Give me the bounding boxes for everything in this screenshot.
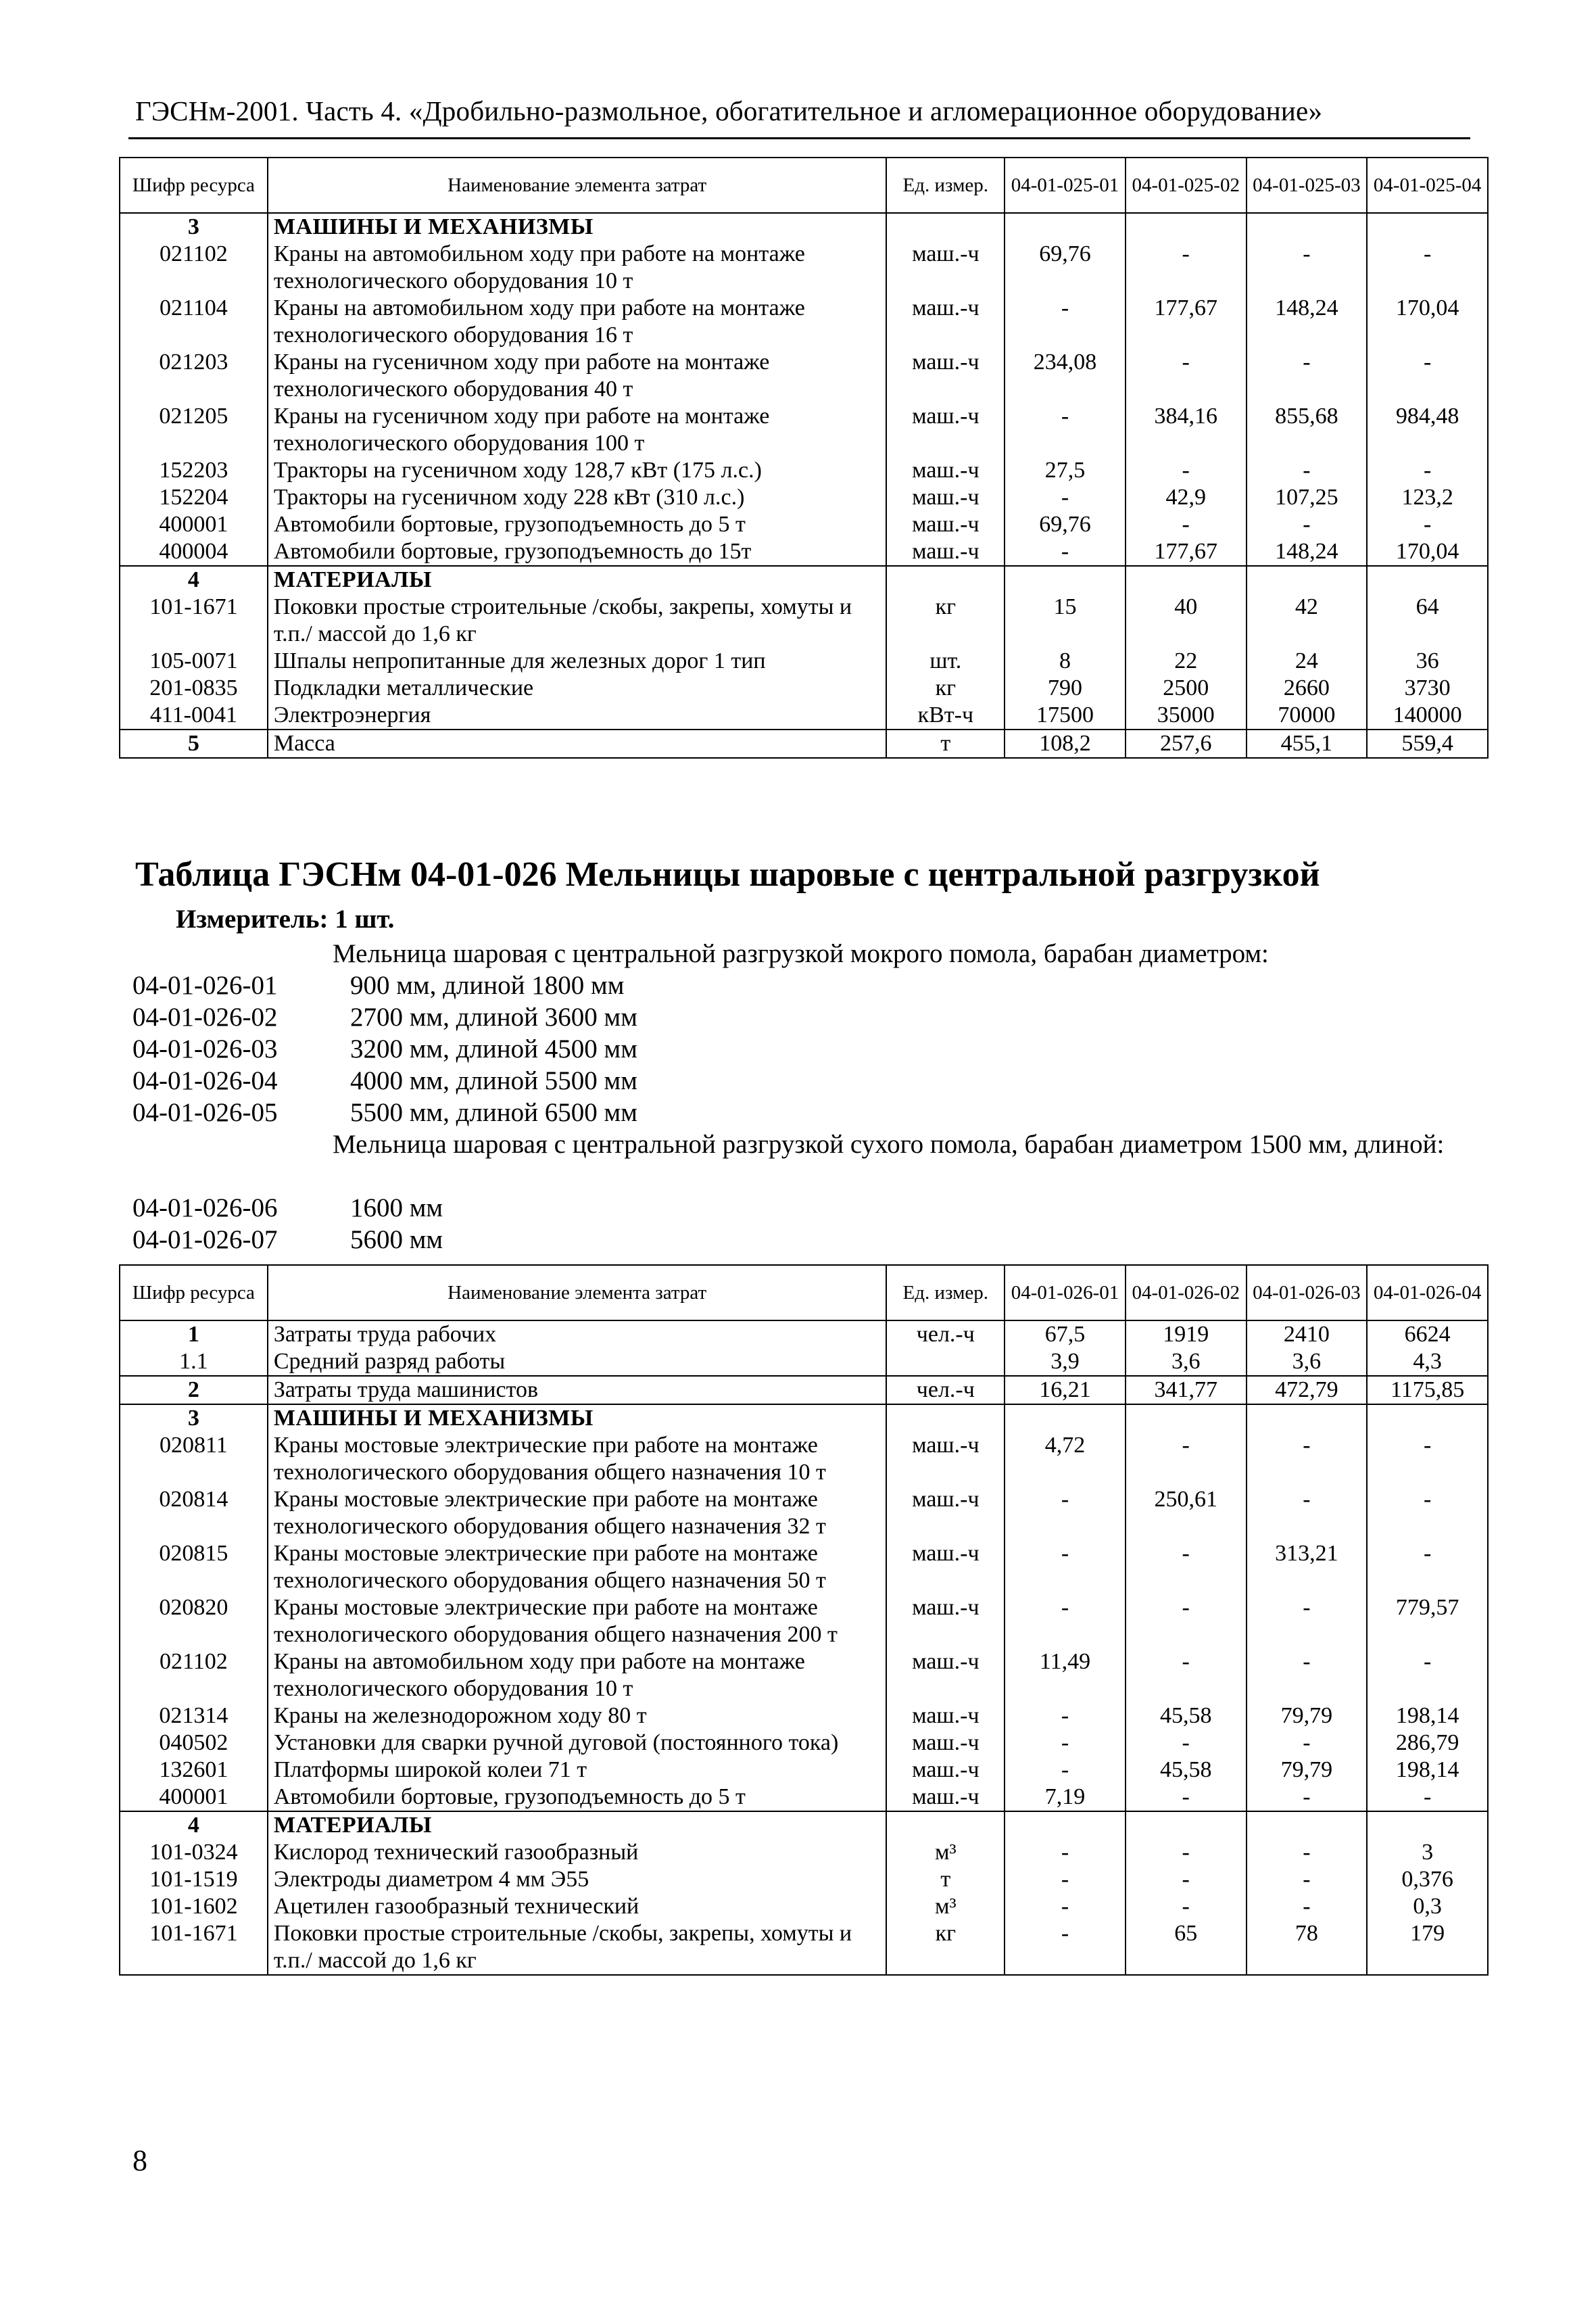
resource-name: Краны на автомобильном ходу при работе на монтаже технологического оборудования 10 т	[268, 241, 887, 295]
resource-name: Установки для сварки ручной дуговой (постоянного тока)	[268, 1729, 887, 1757]
table-row	[120, 594, 1488, 648]
column-header: 04-01-026-01	[1005, 1265, 1126, 1320]
column-header: 04-01-026-02	[1126, 1265, 1247, 1320]
table-row	[120, 1839, 1488, 1866]
resource-code: 400004	[120, 538, 268, 566]
resource-value: -	[1247, 1893, 1368, 1920]
resource-code: 152203	[120, 457, 268, 484]
table-header-row	[120, 1265, 1488, 1320]
table-row	[120, 295, 1488, 349]
resource-name: Электроэнергия	[268, 702, 887, 730]
resource-value: -	[1005, 484, 1126, 511]
resource-value: -	[1005, 295, 1126, 349]
resource-value: -	[1367, 1784, 1488, 1811]
section-code: 2	[120, 1376, 268, 1404]
resource-name: Платформы широкой колеи 71 т	[268, 1757, 887, 1784]
table-row	[120, 1648, 1488, 1702]
table-title: Таблица ГЭСНм 04-01-026 Мельницы шаровые с центральной разгрузкой	[135, 855, 1320, 894]
resource-value: 4,72	[1005, 1432, 1126, 1486]
resource-value: 234,08	[1005, 349, 1126, 403]
table-row	[120, 457, 1488, 484]
resource-unit: маш.-ч	[886, 349, 1005, 403]
resource-code: 101-1671	[120, 1920, 268, 1975]
table-row	[120, 1920, 1488, 1975]
resource-value: 790	[1005, 675, 1126, 702]
column-header: 04-01-025-02	[1126, 158, 1247, 213]
resource-value: -	[1126, 1594, 1247, 1648]
resource-value: 177,67	[1126, 295, 1247, 349]
resource-value: 67,5	[1005, 1320, 1126, 1348]
resource-value: -	[1367, 1486, 1488, 1540]
resource-unit: маш.-ч	[886, 1648, 1005, 1702]
resource-value: -	[1126, 241, 1247, 295]
resource-value: -	[1005, 1702, 1126, 1729]
resource-value: -	[1247, 511, 1368, 538]
description-wet: Мельница шаровая с центральной разгрузкой мокрого помола, барабан диаметром:	[333, 939, 1269, 968]
resource-unit: чел.-ч	[886, 1320, 1005, 1348]
resource-name: Краны мостовые электрические при работе на монтаже технологического оборудования общего назначения 10 т	[268, 1432, 887, 1486]
resource-value: 107,25	[1247, 484, 1368, 511]
column-header: 04-01-025-01	[1005, 158, 1126, 213]
resource-value: 17500	[1005, 702, 1126, 730]
table-row	[120, 511, 1488, 538]
resource-value: 4,3	[1367, 1348, 1488, 1376]
resource-value: -	[1247, 1486, 1368, 1540]
resource-unit: маш.-ч	[886, 1432, 1005, 1486]
resource-value: -	[1126, 1784, 1247, 1811]
item-code: 04-01-026-07	[132, 1225, 278, 1254]
column-header: Ед. измер.	[886, 158, 1005, 213]
item-text: 900 мм, длиной 1800 мм	[350, 971, 625, 1000]
resource-value: 250,61	[1126, 1486, 1247, 1540]
section-code: 5	[120, 730, 268, 758]
item-code: 04-01-026-01	[132, 971, 278, 1000]
resource-unit: маш.-ч	[886, 457, 1005, 484]
resource-code: 021104	[120, 295, 268, 349]
resource-name: Краны на автомобильном ходу при работе на монтаже технологического оборудования 16 т	[268, 295, 887, 349]
column-header: 04-01-026-04	[1367, 1265, 1488, 1320]
item-text: 1600 мм	[350, 1193, 443, 1222]
column-header: Ед. измер.	[886, 1265, 1005, 1320]
resource-value: 257,6	[1126, 730, 1247, 758]
resource-code: 201-0835	[120, 675, 268, 702]
resource-value: 42,9	[1126, 484, 1247, 511]
resource-value: 78	[1247, 1920, 1368, 1975]
resource-unit: маш.-ч	[886, 484, 1005, 511]
resource-unit: кг	[886, 675, 1005, 702]
resource-value: -	[1005, 1729, 1126, 1757]
table-row	[120, 349, 1488, 403]
item-text: 5600 мм	[350, 1225, 443, 1254]
table-row	[120, 648, 1488, 675]
resource-value: 313,21	[1247, 1540, 1368, 1594]
resource-unit: маш.-ч	[886, 1729, 1005, 1757]
resource-value: 2660	[1247, 675, 1368, 702]
resource-code: 020814	[120, 1486, 268, 1540]
resource-value: 0,376	[1367, 1866, 1488, 1893]
table-row	[120, 1432, 1488, 1486]
resource-table-026	[119, 1264, 1489, 1976]
resource-value: 341,77	[1126, 1376, 1247, 1404]
resource-value: 27,5	[1005, 457, 1126, 484]
resource-code: 132601	[120, 1757, 268, 1784]
resource-value: -	[1247, 241, 1368, 295]
resource-value: -	[1367, 511, 1488, 538]
resource-value: 170,04	[1367, 295, 1488, 349]
resource-unit: маш.-ч	[886, 1757, 1005, 1784]
resource-value: 35000	[1126, 702, 1247, 730]
resource-value: 7,19	[1005, 1784, 1126, 1811]
resource-value: -	[1247, 1729, 1368, 1757]
resource-value: 3	[1367, 1839, 1488, 1866]
section-title: МАШИНЫ И МЕХАНИЗМЫ	[268, 213, 887, 241]
resource-value: 15	[1005, 594, 1126, 648]
resource-value: -	[1126, 349, 1247, 403]
table-row	[120, 403, 1488, 457]
resource-value: 1919	[1126, 1320, 1247, 1348]
resource-code: 152204	[120, 484, 268, 511]
resource-unit: маш.-ч	[886, 1540, 1005, 1594]
section-row	[120, 1811, 1488, 1839]
section-code: 4	[120, 566, 268, 594]
resource-name: Краны на гусеничном ходу при работе на монтаже технологического оборудования 40 т	[268, 349, 887, 403]
resource-value: 472,79	[1247, 1376, 1368, 1404]
resource-value: 79,79	[1247, 1757, 1368, 1784]
resource-value: 24	[1247, 648, 1368, 675]
running-header: ГЭСНм-2001. Часть 4. «Дробильно-размольное, обогатительное и агломерационное оборудование»	[135, 95, 1323, 126]
resource-name: Поковки простые строительные /скобы, закрепы, хомуты и т.п./ массой до 1,6 кг	[268, 1920, 887, 1975]
resource-unit: кВт-ч	[886, 702, 1005, 730]
resource-unit: маш.-ч	[886, 1486, 1005, 1540]
section-code: 3	[120, 1404, 268, 1432]
item-text: 2700 мм, длиной 3600 мм	[350, 1003, 637, 1032]
resource-unit: маш.-ч	[886, 241, 1005, 295]
item-code: 04-01-026-06	[132, 1193, 278, 1222]
resource-table-025	[119, 157, 1489, 759]
resource-value: 148,24	[1247, 538, 1368, 566]
resource-value: 8	[1005, 648, 1126, 675]
resource-value: -	[1247, 1784, 1368, 1811]
section-row	[120, 1404, 1488, 1432]
resource-name: Поковки простые строительные /скобы, закрепы, хомуты и т.п./ массой до 1,6 кг	[268, 594, 887, 648]
header-rule	[128, 137, 1470, 139]
resource-value: -	[1005, 1594, 1126, 1648]
resource-name: Автомобили бортовые, грузоподъемность до 15т	[268, 538, 887, 566]
resource-unit: маш.-ч	[886, 1784, 1005, 1811]
description-dry: Мельница шаровая с центральной разгрузкой сухого помола, барабан диаметром 1500 мм, длиной:	[333, 1130, 1445, 1159]
resource-value: 69,76	[1005, 241, 1126, 295]
item-code: 04-01-026-02	[132, 1003, 278, 1032]
resource-name: Затраты труда рабочих	[268, 1320, 887, 1348]
resource-value: 70000	[1247, 702, 1368, 730]
resource-value: -	[1126, 457, 1247, 484]
table-row	[120, 1594, 1488, 1648]
resource-unit: маш.-ч	[886, 1702, 1005, 1729]
item-code: 04-01-026-05	[132, 1098, 278, 1127]
column-header: Наименование элемента затрат	[268, 1265, 887, 1320]
resource-code: 040502	[120, 1729, 268, 1757]
resource-value: 855,68	[1247, 403, 1368, 457]
resource-value: 42	[1247, 594, 1368, 648]
resource-value: -	[1367, 1540, 1488, 1594]
resource-unit: маш.-ч	[886, 538, 1005, 566]
resource-code: 020811	[120, 1432, 268, 1486]
resource-code: 021102	[120, 241, 268, 295]
resource-value: 779,57	[1367, 1594, 1488, 1648]
resource-value: -	[1126, 1540, 1247, 1594]
resource-value: -	[1005, 1486, 1126, 1540]
resource-value: 64	[1367, 594, 1488, 648]
resource-value: -	[1005, 1757, 1126, 1784]
column-header: Шифр ресурса	[120, 1265, 268, 1320]
table-row	[120, 1893, 1488, 1920]
resource-code: 101-1519	[120, 1866, 268, 1893]
resource-value: 984,48	[1367, 403, 1488, 457]
table-row	[120, 1540, 1488, 1594]
resource-code: 021314	[120, 1702, 268, 1729]
table-row	[120, 538, 1488, 566]
resource-value: 36	[1367, 648, 1488, 675]
resource-value: -	[1367, 241, 1488, 295]
labor-row	[120, 1320, 1488, 1348]
page-number: 8	[132, 2144, 147, 2177]
resource-value: 179	[1367, 1920, 1488, 1975]
resource-value: -	[1367, 457, 1488, 484]
resource-value: -	[1247, 1839, 1368, 1866]
column-header: 04-01-025-04	[1367, 158, 1488, 213]
section-row	[120, 213, 1488, 241]
resource-unit: т	[886, 1866, 1005, 1893]
resource-value: 384,16	[1126, 403, 1247, 457]
resource-value: -	[1247, 1432, 1368, 1486]
resource-unit: маш.-ч	[886, 511, 1005, 538]
column-header: 04-01-025-03	[1247, 158, 1368, 213]
resource-code: 021205	[120, 403, 268, 457]
resource-value: 3,6	[1126, 1348, 1247, 1376]
resource-value: -	[1367, 349, 1488, 403]
resource-unit: маш.-ч	[886, 1594, 1005, 1648]
resource-value: -	[1126, 1866, 1247, 1893]
section-code: 1	[120, 1320, 268, 1348]
resource-value: -	[1126, 1432, 1247, 1486]
resource-value: 559,4	[1367, 730, 1488, 758]
section-title: МАШИНЫ И МЕХАНИЗМЫ	[268, 1404, 887, 1432]
resource-value: 0,3	[1367, 1893, 1488, 1920]
resource-value: 148,24	[1247, 295, 1368, 349]
meter-label: Измеритель: 1 шт.	[176, 905, 395, 934]
item-text: 4000 мм, длиной 5500 мм	[350, 1066, 637, 1095]
table-row	[120, 1702, 1488, 1729]
resource-value: 3,6	[1247, 1348, 1368, 1376]
resource-value: 2410	[1247, 1320, 1368, 1348]
table-header-row	[120, 158, 1488, 213]
resource-unit: т	[886, 730, 1005, 758]
resource-value: 16,21	[1005, 1376, 1126, 1404]
resource-value: -	[1367, 1648, 1488, 1702]
resource-unit: маш.-ч	[886, 295, 1005, 349]
table-row	[120, 1784, 1488, 1811]
section-title: МАТЕРИАЛЫ	[268, 566, 887, 594]
resource-name: Краны на автомобильном ходу при работе на монтаже технологического оборудования 10 т	[268, 1648, 887, 1702]
resource-value: 11,49	[1005, 1648, 1126, 1702]
table-row	[120, 241, 1488, 295]
resource-value: 286,79	[1367, 1729, 1488, 1757]
table-row	[120, 1866, 1488, 1893]
resource-name: Кислород технический газообразный	[268, 1839, 887, 1866]
resource-code: 101-0324	[120, 1839, 268, 1866]
resource-unit: м³	[886, 1893, 1005, 1920]
resource-code: 400001	[120, 511, 268, 538]
resource-value: 108,2	[1005, 730, 1126, 758]
resource-name: Ацетилен газообразный технический	[268, 1893, 887, 1920]
table-row	[120, 1348, 1488, 1376]
table-row	[120, 1757, 1488, 1784]
resource-unit: маш.-ч	[886, 403, 1005, 457]
resource-value: 79,79	[1247, 1702, 1368, 1729]
item-code: 04-01-026-04	[132, 1066, 278, 1095]
section-code: 3	[120, 213, 268, 241]
resource-value: 1175,85	[1367, 1376, 1488, 1404]
resource-value: -	[1005, 1920, 1126, 1975]
resource-value: 40	[1126, 594, 1247, 648]
resource-value: -	[1005, 1839, 1126, 1866]
mass-row	[120, 730, 1488, 758]
resource-code: 101-1671	[120, 594, 268, 648]
resource-value: 123,2	[1367, 484, 1488, 511]
resource-value: -	[1247, 1866, 1368, 1893]
item-text: 5500 мм, длиной 6500 мм	[350, 1098, 637, 1127]
resource-value: 22	[1126, 648, 1247, 675]
resource-code: 020815	[120, 1540, 268, 1594]
resource-name: Краны на гусеничном ходу при работе на монтаже технологического оборудования 100 т	[268, 403, 887, 457]
resource-code: 105-0071	[120, 648, 268, 675]
resource-value: -	[1247, 1648, 1368, 1702]
resource-name: Краны мостовые электрические при работе на монтаже технологического оборудования общего назначения 200 т	[268, 1594, 887, 1648]
resource-value: 140000	[1367, 702, 1488, 730]
resource-value: 65	[1126, 1920, 1247, 1975]
resource-value: 3,9	[1005, 1348, 1126, 1376]
resource-code: 021203	[120, 349, 268, 403]
resource-value: -	[1005, 538, 1126, 566]
item-code: 04-01-026-03	[132, 1034, 278, 1064]
resource-name: Автомобили бортовые, грузоподъемность до 5 т	[268, 511, 887, 538]
resource-name: Средний разряд работы	[268, 1348, 887, 1376]
resource-code: 400001	[120, 1784, 268, 1811]
item-text: 3200 мм, длиной 4500 мм	[350, 1034, 637, 1064]
resource-code: 021102	[120, 1648, 268, 1702]
resource-code: 101-1602	[120, 1893, 268, 1920]
resource-value: 45,58	[1126, 1702, 1247, 1729]
resource-value: -	[1126, 1729, 1247, 1757]
resource-value: -	[1005, 1893, 1126, 1920]
resource-value: -	[1247, 457, 1368, 484]
column-header: 04-01-026-03	[1247, 1265, 1368, 1320]
resource-value: 3730	[1367, 675, 1488, 702]
resource-value: 455,1	[1247, 730, 1368, 758]
resource-value: -	[1247, 349, 1368, 403]
resource-name: Краны мостовые электрические при работе на монтаже технологического оборудования общего назначения 32 т	[268, 1486, 887, 1540]
section-code: 4	[120, 1811, 268, 1839]
resource-name: Тракторы на гусеничном ходу 128,7 кВт (175 л.с.)	[268, 457, 887, 484]
resource-value: 198,14	[1367, 1702, 1488, 1729]
resource-unit: кг	[886, 1920, 1005, 1975]
resource-code: 020820	[120, 1594, 268, 1648]
resource-value: 69,76	[1005, 511, 1126, 538]
section-title: Масса	[268, 730, 887, 758]
resource-name: Затраты труда машинистов	[268, 1376, 887, 1404]
resource-name: Краны мостовые электрические при работе на монтаже технологического оборудования общего назначения 50 т	[268, 1540, 887, 1594]
resource-value: -	[1247, 1594, 1368, 1648]
resource-value: -	[1126, 1648, 1247, 1702]
resource-name: Автомобили бортовые, грузоподъемность до 5 т	[268, 1784, 887, 1811]
resource-unit: чел.-ч	[886, 1376, 1005, 1404]
column-header: Шифр ресурса	[120, 158, 268, 213]
resource-value: 2500	[1126, 675, 1247, 702]
resource-value: -	[1126, 1893, 1247, 1920]
resource-unit: кг	[886, 594, 1005, 648]
table-row	[120, 484, 1488, 511]
resource-value: -	[1005, 1866, 1126, 1893]
column-header: Наименование элемента затрат	[268, 158, 887, 213]
resource-name: Краны на железнодорожном ходу 80 т	[268, 1702, 887, 1729]
resource-name: Электроды диаметром 4 мм Э55	[268, 1866, 887, 1893]
table-row	[120, 675, 1488, 702]
resource-value: -	[1126, 1839, 1247, 1866]
resource-unit: м³	[886, 1839, 1005, 1866]
table-row	[120, 1729, 1488, 1757]
resource-unit	[886, 1348, 1005, 1376]
resource-value: 177,67	[1126, 538, 1247, 566]
resource-value: 170,04	[1367, 538, 1488, 566]
resource-code: 411-0041	[120, 702, 268, 730]
resource-value: -	[1005, 403, 1126, 457]
table-row	[120, 702, 1488, 730]
table-row	[120, 1486, 1488, 1540]
resource-value: 6624	[1367, 1320, 1488, 1348]
resource-name: Шпалы непропитанные для железных дорог 1 тип	[268, 648, 887, 675]
section-title: МАТЕРИАЛЫ	[268, 1811, 887, 1839]
resource-value: 45,58	[1126, 1757, 1247, 1784]
resource-value: -	[1005, 1540, 1126, 1594]
resource-unit: шт.	[886, 648, 1005, 675]
resource-value: 198,14	[1367, 1757, 1488, 1784]
operators-row	[120, 1376, 1488, 1404]
resource-value: -	[1126, 511, 1247, 538]
resource-value: -	[1367, 1432, 1488, 1486]
resource-name: Подкладки металлические	[268, 675, 887, 702]
section-row	[120, 566, 1488, 594]
resource-code: 1.1	[120, 1348, 268, 1376]
resource-name: Тракторы на гусеничном ходу 228 кВт (310 л.с.)	[268, 484, 887, 511]
